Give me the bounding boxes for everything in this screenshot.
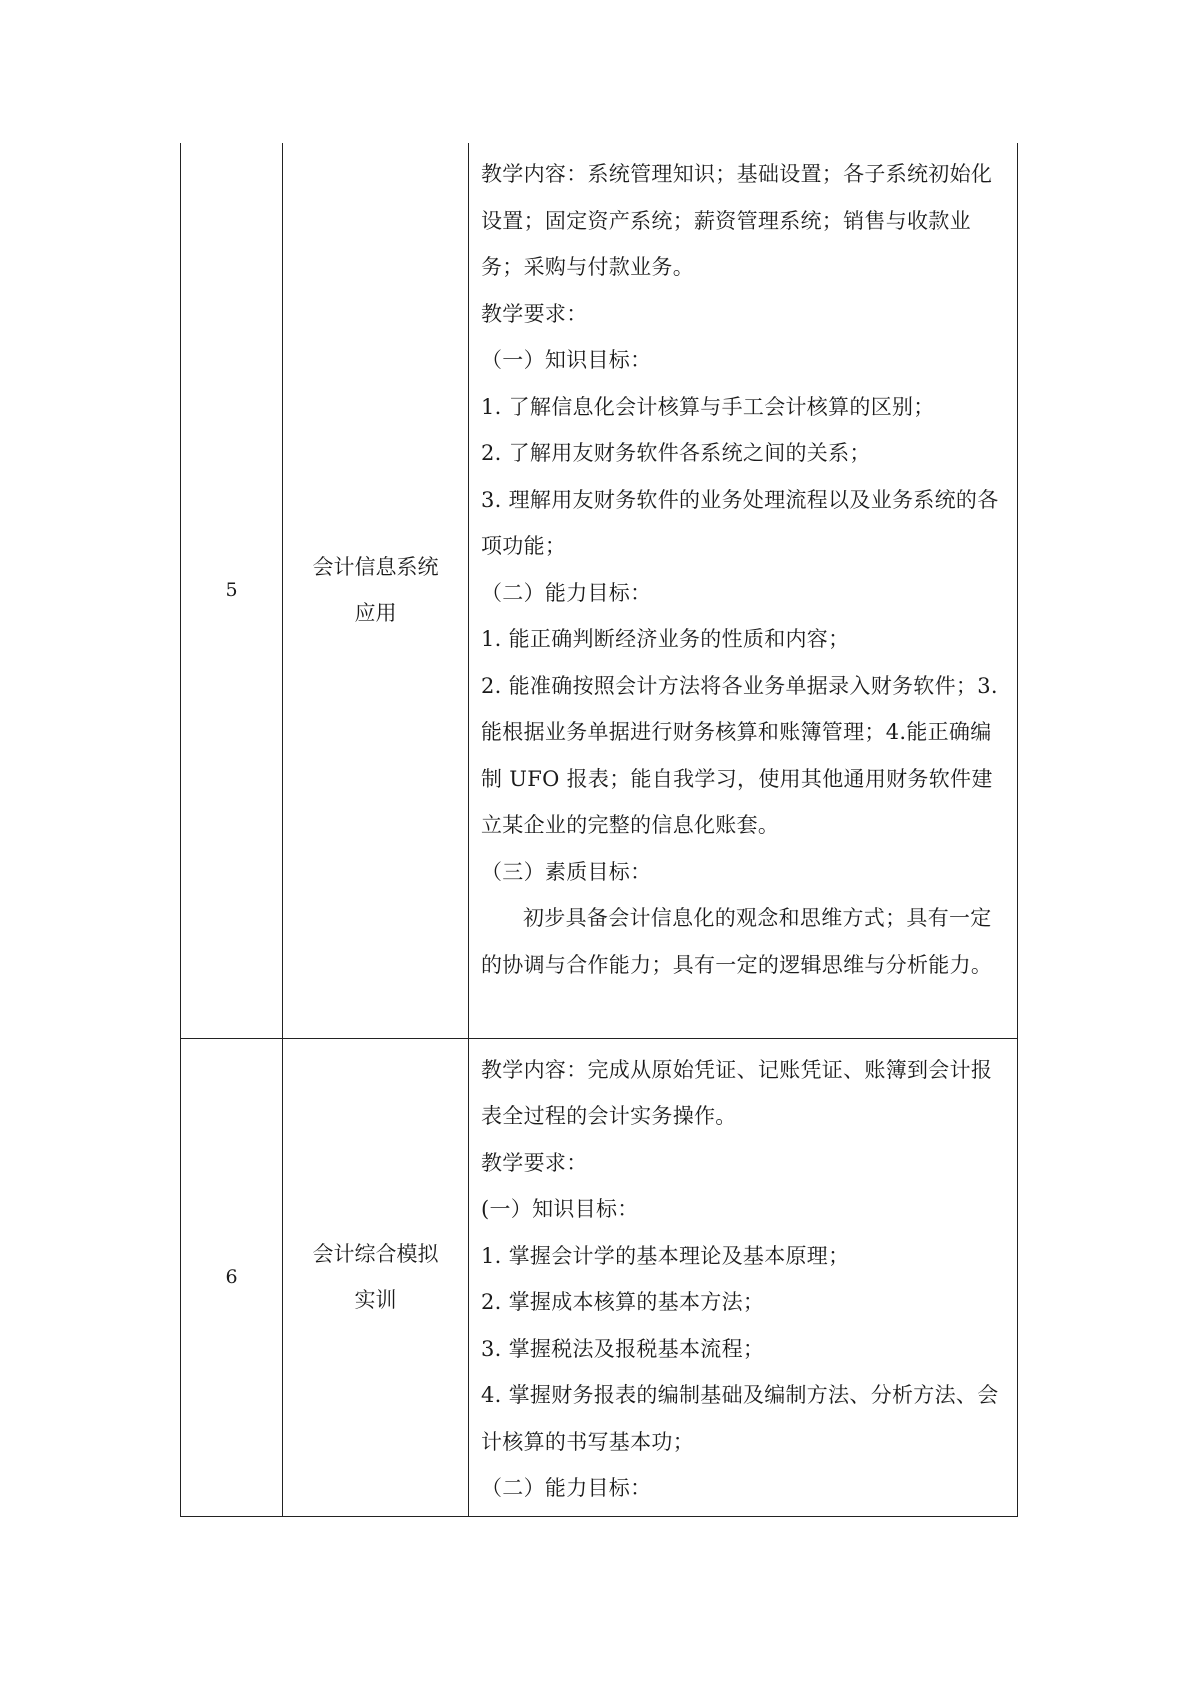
course-name-cell	[283, 1038, 469, 1516]
course-content-cell	[469, 143, 1018, 1038]
ability-objectives-heading: （二）能力目标：	[481, 1476, 652, 1500]
objective-item: 3. 掌握税法及报税基本流程；	[481, 1336, 765, 1361]
course-number-cell	[181, 1038, 283, 1516]
objective-item: 2. 了解用友财务软件各系统之间的关系；	[481, 441, 871, 465]
table-row	[181, 1038, 1018, 1516]
objective-item: 1. 能正确判断经济业务的性质和内容；	[481, 627, 850, 651]
course-name-line: 应用	[354, 601, 397, 626]
objective-item: 1. 了解信息化会计核算与手工会计核算的区别；	[481, 394, 935, 419]
course-name-cell	[283, 143, 469, 1038]
table-row	[181, 143, 1018, 1038]
course-table	[180, 143, 1018, 1517]
teaching-content: 教学内容：完成从原始凭证、记账凭证、账簿到会计报表全过程的会计实务操作。	[481, 1057, 993, 1128]
course-number-cell	[181, 143, 283, 1038]
objective-item: 1. 掌握会计学的基本理论及基本原理；	[481, 1243, 850, 1268]
teaching-requirements-heading: 教学要求：	[481, 1150, 588, 1175]
objective-item: 2. 能准确按照会计方法将各业务单据录入财务软件；3.能根据业务单据进行财务核算和账簿管理；4.能正确编制 UFO 报表；能自我学习，使用其他通用财务软件建立某企业的完整的信息化账套。	[481, 673, 998, 837]
objective-item: 3. 理解用友财务软件的业务处理流程以及业务系统的各项功能；	[481, 487, 999, 558]
course-name-line: 会计信息系统	[312, 555, 439, 580]
ability-objectives-heading: （二）能力目标：	[481, 580, 652, 605]
teaching-content: 教学内容：系统管理知识；基础设置；各子系统初始化设置；固定资产系统；薪资管理系统；销售与收款业务；采购与付款业务。	[481, 162, 993, 279]
quality-objectives-heading: （三）素质目标：	[481, 859, 652, 884]
teaching-requirements-heading: 教学要求：	[481, 301, 588, 326]
knowledge-objectives-heading: （一）知识目标：	[481, 348, 652, 372]
course-content-cell	[469, 1038, 1018, 1516]
course-number: 6	[225, 1266, 238, 1288]
course-name-line: 实训	[354, 1288, 397, 1312]
quality-objectives-text: 初步具备会计信息化的观念和思维方式；具有一定的协调与合作能力；具有一定的逻辑思维与分析能力。	[481, 906, 993, 977]
objective-item: 2. 掌握成本核算的基本方法；	[481, 1290, 765, 1314]
course-number: 5	[225, 579, 238, 602]
knowledge-objectives-heading: (一）知识目标：	[481, 1197, 639, 1221]
objective-item: 4. 掌握财务报表的编制基础及编制方法、分析方法、会计核算的书写基本功；	[481, 1383, 999, 1454]
course-name-line: 会计综合模拟	[312, 1242, 439, 1266]
